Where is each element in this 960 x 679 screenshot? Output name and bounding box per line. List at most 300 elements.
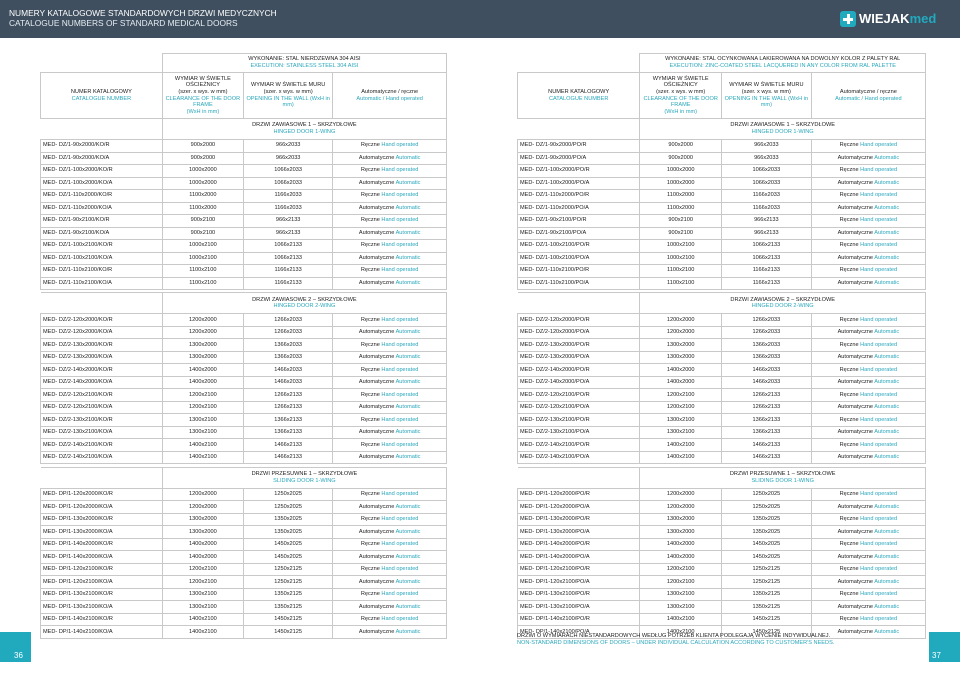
wall-opening: 1066x2133 bbox=[721, 252, 811, 265]
operation-pl: Automatyczne bbox=[837, 229, 874, 236]
frame-clearance: 1100x2000 bbox=[162, 202, 243, 215]
catalog-number: MED- DZ/1-100x2100/KO/A bbox=[41, 252, 163, 265]
table-row bbox=[518, 215, 926, 228]
wall-opening: 1066x2133 bbox=[243, 252, 332, 265]
wall-opening: 1066x2033 bbox=[243, 165, 332, 178]
operation-pl: Automatyczne bbox=[837, 628, 874, 635]
operation-en: Automatic bbox=[874, 379, 900, 386]
catalog-number: MED- DZ/1-110x2000/PO/A bbox=[518, 202, 640, 215]
operation-en: Automatic bbox=[395, 503, 421, 510]
catalog-number: MED- DZ/2-140x2000/PO/R bbox=[518, 364, 640, 377]
column-header-text: NUMER KATALOGOWY bbox=[548, 88, 610, 95]
wall-opening: 1366x2033 bbox=[243, 339, 332, 352]
operation-type bbox=[811, 501, 925, 514]
catalog-number: MED- DZ/1-110x2100/KO/A bbox=[41, 277, 163, 290]
operation-en: Hand operated bbox=[381, 616, 419, 623]
frame-clearance: 1300x2000 bbox=[640, 526, 722, 539]
operation-en: Hand operated bbox=[860, 167, 898, 174]
catalog-number: MED- DP/1-140x2000/PO/R bbox=[518, 538, 640, 551]
section-title bbox=[640, 293, 926, 314]
operation-en: Automatic bbox=[874, 628, 900, 635]
operation-pl: Automatyczne bbox=[358, 429, 395, 436]
catalog-number: MED- DZ/1-110x2000/KO/R bbox=[41, 190, 163, 203]
catalog-number: MED- DP/1-130x2000/PO/A bbox=[518, 526, 640, 539]
operation-type bbox=[811, 414, 925, 427]
catalog-number: MED- DZ/2-140x2000/KO/A bbox=[41, 376, 163, 389]
column-header-text: Automatic / Hand operated bbox=[356, 95, 423, 102]
table-row bbox=[41, 339, 447, 352]
operation-type bbox=[333, 588, 447, 601]
column-header-text: (WxH in mm) bbox=[186, 108, 220, 115]
catalog-number: MED- DP/1-130x2100/PO/R bbox=[518, 588, 640, 601]
wall-opening: 1450x2025 bbox=[721, 538, 811, 551]
table-row bbox=[41, 389, 447, 402]
table-row bbox=[518, 252, 926, 265]
operation-header bbox=[333, 73, 447, 119]
operation-en: Automatic bbox=[395, 578, 421, 585]
catalog-number: MED- DP/1-140x2100/PO/R bbox=[518, 613, 640, 626]
catalog-number: MED- DZ/1-100x2000/KO/R bbox=[41, 165, 163, 178]
frame-clearance: 1300x2100 bbox=[162, 414, 243, 427]
column-header-row bbox=[41, 73, 447, 119]
table-row bbox=[41, 376, 447, 389]
wall-opening: 1266x2033 bbox=[721, 326, 811, 339]
operation-en: Hand operated bbox=[860, 541, 898, 548]
table-row bbox=[518, 576, 926, 589]
column-header-text: (szer. x wys. w mm) bbox=[656, 88, 706, 95]
wall-opening: 1450x2025 bbox=[243, 551, 332, 564]
operation-en: Hand operated bbox=[381, 591, 419, 598]
operation-en: Hand operated bbox=[381, 316, 419, 323]
table-row bbox=[41, 414, 447, 427]
column-header-text: (szer. x wys. w mm) bbox=[741, 88, 791, 95]
section-title bbox=[640, 119, 926, 140]
table-row bbox=[41, 588, 447, 601]
section-title-en: HINGED DOOR 2-WING bbox=[273, 303, 336, 310]
wall-opening: 1066x2033 bbox=[721, 177, 811, 190]
section-title-pl: DRZWI ZAWIASOWE 1 – SKRZYDŁOWE bbox=[252, 122, 357, 129]
operation-type bbox=[811, 613, 925, 626]
operation-type bbox=[333, 488, 447, 501]
operation-en: Hand operated bbox=[381, 267, 419, 274]
operation-en: Automatic bbox=[395, 254, 421, 261]
operation-en: Automatic bbox=[395, 354, 421, 361]
operation-type bbox=[333, 451, 447, 464]
frame-clearance: 1400x2100 bbox=[640, 451, 722, 464]
table-row bbox=[41, 513, 447, 526]
table-row bbox=[518, 376, 926, 389]
column-header-text: OPENING IN THE WALL (WxH in mm) bbox=[724, 95, 809, 109]
operation-type bbox=[333, 326, 447, 339]
operation-en: Automatic bbox=[874, 578, 900, 585]
operation-pl: Automatyczne bbox=[837, 578, 874, 585]
table-row bbox=[41, 451, 447, 464]
wall-opening: 1250x2125 bbox=[721, 576, 811, 589]
operation-en: Automatic bbox=[395, 429, 421, 436]
catalog-number: MED- DP/1-130x2100/KO/A bbox=[41, 601, 163, 614]
operation-type bbox=[333, 563, 447, 576]
operation-type bbox=[333, 177, 447, 190]
wall-opening: 1266x2133 bbox=[243, 389, 332, 402]
table-row bbox=[518, 314, 926, 327]
catalog-number: MED- DZ/2-120x2100/KO/R bbox=[41, 389, 163, 402]
operation-pl: Ręczne bbox=[360, 516, 380, 523]
table-row bbox=[518, 190, 926, 203]
table-row bbox=[518, 326, 926, 339]
medical-cross-icon bbox=[840, 11, 856, 27]
wall-opening: 1350x2125 bbox=[721, 588, 811, 601]
operation-pl: Ręczne bbox=[839, 616, 859, 623]
operation-type bbox=[811, 364, 925, 377]
operation-type bbox=[811, 339, 925, 352]
wall-opening: 1366x2033 bbox=[721, 351, 811, 364]
operation-type bbox=[333, 190, 447, 203]
operation-en: Hand operated bbox=[381, 391, 419, 398]
frame-clearance: 1200x2000 bbox=[162, 501, 243, 514]
frame-clearance: 1300x2100 bbox=[162, 588, 243, 601]
catalog-number: MED- DZ/2-120x2000/KO/R bbox=[41, 314, 163, 327]
frame-clearance: 1000x2100 bbox=[162, 240, 243, 253]
table-row bbox=[41, 165, 447, 178]
table-row bbox=[41, 526, 447, 539]
section-title-en: SLIDING DOOR 1-WING bbox=[751, 477, 814, 484]
operation-en: Hand operated bbox=[381, 142, 419, 149]
operation-pl: Ręczne bbox=[360, 142, 380, 149]
operation-en: Hand operated bbox=[381, 491, 419, 498]
table-row bbox=[518, 364, 926, 377]
page-header: NUMERY KATALOGOWE STANDARDOWYCH DRZWI MEDYCZNYCH CATALOGUE NUMBERS OF STANDARD MEDICAL DOORS WIEJAKmed bbox=[0, 0, 960, 38]
frame-clearance: 1400x2100 bbox=[162, 439, 243, 452]
operation-type bbox=[333, 401, 447, 414]
operation-pl: Automatyczne bbox=[837, 503, 874, 510]
operation-type bbox=[811, 563, 925, 576]
operation-en: Automatic bbox=[874, 404, 900, 411]
operation-type bbox=[811, 538, 925, 551]
catalog-number: MED- DP/1-140x2100/KO/R bbox=[41, 613, 163, 626]
column-header-text: Automatic / Hand operated bbox=[835, 95, 902, 102]
execution-en: EXECUTION: ZINC-COATED STEEL LACQUERED IN ANY COLOR FROM RAL PALETTE bbox=[669, 63, 896, 69]
wall-opening: 1250x2025 bbox=[721, 501, 811, 514]
operation-type bbox=[811, 551, 925, 564]
operation-pl: Automatyczne bbox=[837, 429, 874, 436]
catalog-number: MED- DZ/1-100x2100/PO/A bbox=[518, 252, 640, 265]
catalog-number: MED- DZ/1-110x2000/KO/A bbox=[41, 202, 163, 215]
operation-type bbox=[333, 538, 447, 551]
operation-en: Automatic bbox=[874, 154, 900, 161]
frame-clearance: 1200x2000 bbox=[162, 326, 243, 339]
frame-clearance: 1300x2100 bbox=[640, 414, 722, 427]
frame-clearance: 900x2000 bbox=[162, 140, 243, 153]
table-row bbox=[518, 563, 926, 576]
operation-type bbox=[333, 240, 447, 253]
section-header bbox=[41, 293, 447, 314]
frame-clearance: 1400x2000 bbox=[640, 376, 722, 389]
catalog-number: MED- DZ/2-140x2000/KO/R bbox=[41, 364, 163, 377]
operation-type bbox=[811, 488, 925, 501]
operation-type bbox=[333, 252, 447, 265]
operation-type bbox=[333, 414, 447, 427]
operation-pl: Automatyczne bbox=[837, 254, 874, 261]
page-title: NUMERY KATALOGOWE STANDARDOWYCH DRZWI MEDYCZNYCH bbox=[9, 8, 277, 18]
frame-clearance: 1000x2100 bbox=[640, 240, 722, 253]
operation-en: Hand operated bbox=[860, 366, 898, 373]
frame-clearance: 1000x2000 bbox=[162, 165, 243, 178]
operation-pl: Automatyczne bbox=[358, 329, 395, 336]
operation-en: Automatic bbox=[395, 553, 421, 560]
table-row bbox=[41, 501, 447, 514]
column-header-text: CLEARANCE OF THE DOOR FRAME bbox=[165, 95, 241, 109]
table-row bbox=[41, 227, 447, 240]
operation-pl: Automatyczne bbox=[837, 454, 874, 461]
operation-pl: Ręczne bbox=[839, 242, 859, 249]
wall-opening: 1166x2133 bbox=[243, 265, 332, 278]
operation-pl: Ręczne bbox=[839, 416, 859, 423]
table-row bbox=[518, 613, 926, 626]
operation-pl: Automatyczne bbox=[358, 578, 395, 585]
operation-pl: Automatyczne bbox=[358, 553, 395, 560]
frame-clearance: 1000x2100 bbox=[640, 252, 722, 265]
catalog-number-header bbox=[41, 73, 163, 119]
frame-clearance: 1100x2000 bbox=[162, 190, 243, 203]
frame-clearance-header bbox=[162, 73, 243, 119]
operation-pl: Ręczne bbox=[839, 516, 859, 523]
operation-pl: Ręczne bbox=[839, 366, 859, 373]
table-row bbox=[518, 227, 926, 240]
operation-en: Hand operated bbox=[381, 341, 419, 348]
operation-pl: Ręczne bbox=[360, 416, 380, 423]
column-header-text: WYMIAR W ŚWIETLE OŚCIEŻNICY bbox=[652, 75, 709, 89]
operation-type bbox=[811, 165, 925, 178]
frame-clearance: 1200x2100 bbox=[162, 563, 243, 576]
catalog-number: MED- DZ/1-100x2000/PO/R bbox=[518, 165, 640, 178]
table-row bbox=[41, 364, 447, 377]
column-header-text: WYMIAR W ŚWIETLE OŚCIEŻNICY bbox=[174, 75, 231, 89]
page-number-right: 37 bbox=[929, 632, 960, 662]
operation-type bbox=[333, 339, 447, 352]
section-title-pl: DRZWI ZAWIASOWE 2 – SKRZYDŁOWE bbox=[730, 296, 835, 303]
operation-en: Hand operated bbox=[381, 441, 419, 448]
execution-pl: WYKONANIE: STAL NIERDZEWNA 304 AISI bbox=[248, 56, 361, 63]
operation-en: Hand operated bbox=[860, 192, 898, 199]
frame-clearance: 900x2000 bbox=[640, 152, 722, 165]
table-row bbox=[518, 140, 926, 153]
frame-clearance: 1300x2100 bbox=[640, 588, 722, 601]
column-header-text: CLEARANCE OF THE DOOR FRAME bbox=[643, 95, 718, 109]
operation-pl: Ręczne bbox=[360, 267, 380, 274]
operation-pl: Automatyczne bbox=[837, 279, 874, 286]
wall-opening: 1350x2025 bbox=[721, 513, 811, 526]
catalog-number: MED- DZ/2-120x2000/PO/A bbox=[518, 326, 640, 339]
operation-en: Automatic bbox=[874, 528, 900, 535]
operation-pl: Ręczne bbox=[360, 441, 380, 448]
frame-clearance: 1100x2100 bbox=[640, 265, 722, 278]
section-title bbox=[162, 293, 446, 314]
non-standard-note bbox=[517, 633, 917, 647]
table-row bbox=[41, 351, 447, 364]
operation-en: Automatic bbox=[395, 179, 421, 186]
column-header-text: WYMIAR W ŚWIETLE MURU bbox=[251, 82, 326, 89]
operation-pl: Ręczne bbox=[360, 616, 380, 623]
table-row bbox=[518, 202, 926, 215]
catalog-number: MED- DP/1-120x2100/PO/R bbox=[518, 563, 640, 576]
section-title bbox=[640, 467, 926, 488]
wall-opening: 1250x2025 bbox=[721, 488, 811, 501]
frame-clearance: 1400x2000 bbox=[162, 538, 243, 551]
wall-opening: 1366x2133 bbox=[243, 414, 332, 427]
operation-pl: Ręczne bbox=[360, 491, 380, 498]
operation-type bbox=[811, 426, 925, 439]
frame-clearance: 1300x2000 bbox=[640, 513, 722, 526]
section-header bbox=[41, 119, 447, 140]
catalog-number: MED- DP/1-120x2100/KO/R bbox=[41, 563, 163, 576]
frame-clearance: 1300x2000 bbox=[162, 339, 243, 352]
frame-clearance: 1200x2000 bbox=[162, 488, 243, 501]
operation-en: Hand operated bbox=[860, 316, 898, 323]
operation-en: Hand operated bbox=[381, 416, 419, 423]
catalog-number: MED- DZ/2-120x2000/PO/R bbox=[518, 314, 640, 327]
operation-type bbox=[333, 613, 447, 626]
wall-opening: 1350x2125 bbox=[721, 601, 811, 614]
frame-clearance: 1100x2000 bbox=[640, 202, 722, 215]
operation-en: Hand operated bbox=[860, 491, 898, 498]
operation-pl: Ręczne bbox=[839, 267, 859, 274]
operation-pl: Automatyczne bbox=[358, 503, 395, 510]
operation-pl: Automatyczne bbox=[837, 354, 874, 361]
section-header bbox=[518, 119, 926, 140]
frame-clearance: 900x2000 bbox=[640, 140, 722, 153]
operation-pl: Ręczne bbox=[360, 242, 380, 249]
wall-opening: 1366x2033 bbox=[243, 351, 332, 364]
catalog-number: MED- DZ/1-110x2100/PO/R bbox=[518, 265, 640, 278]
operation-pl: Ręczne bbox=[839, 192, 859, 199]
operation-type bbox=[333, 526, 447, 539]
wall-opening: 966x2033 bbox=[243, 152, 332, 165]
operation-en: Hand operated bbox=[381, 541, 419, 548]
frame-clearance: 1200x2000 bbox=[640, 326, 722, 339]
table-row bbox=[518, 538, 926, 551]
operation-pl: Automatyczne bbox=[837, 553, 874, 560]
operation-en: Hand operated bbox=[381, 366, 419, 373]
table-row bbox=[41, 439, 447, 452]
operation-type bbox=[811, 190, 925, 203]
wall-opening: 1466x2133 bbox=[721, 439, 811, 452]
catalog-number: MED- DZ/2-130x2100/PO/R bbox=[518, 414, 640, 427]
wall-opening: 1166x2133 bbox=[721, 277, 811, 290]
frame-clearance: 1000x2000 bbox=[162, 177, 243, 190]
operation-type bbox=[811, 351, 925, 364]
operation-type bbox=[811, 177, 925, 190]
table-row bbox=[518, 488, 926, 501]
operation-pl: Ręczne bbox=[360, 192, 380, 199]
frame-clearance: 1100x2100 bbox=[162, 277, 243, 290]
operation-pl: Automatyczne bbox=[358, 154, 395, 161]
operation-pl: Automatyczne bbox=[358, 628, 395, 635]
catalog-number: MED- DZ/1-100x2000/KO/A bbox=[41, 177, 163, 190]
wall-opening: 1266x2133 bbox=[243, 401, 332, 414]
catalog-number: MED- DP/1-120x2000/PO/A bbox=[518, 501, 640, 514]
wall-opening: 1366x2033 bbox=[721, 339, 811, 352]
operation-en: Automatic bbox=[395, 454, 421, 461]
wall-opening: 966x2133 bbox=[721, 215, 811, 228]
operation-pl: Ręczne bbox=[360, 366, 380, 373]
catalog-number: MED- DZ/2-130x2100/KO/R bbox=[41, 414, 163, 427]
frame-clearance: 900x2100 bbox=[162, 215, 243, 228]
table-row bbox=[518, 177, 926, 190]
wall-opening: 1366x2133 bbox=[721, 426, 811, 439]
operation-pl: Automatyczne bbox=[837, 329, 874, 336]
frame-clearance: 1100x2100 bbox=[640, 277, 722, 290]
page-subtitle: CATALOGUE NUMBERS OF STANDARD MEDICAL DOORS bbox=[9, 18, 238, 28]
frame-clearance: 1400x2100 bbox=[162, 451, 243, 464]
operation-type bbox=[811, 326, 925, 339]
operation-en: Automatic bbox=[874, 279, 900, 286]
operation-en: Hand operated bbox=[381, 242, 419, 249]
section-title-pl: DRZWI PRZESUWNE 1 – SKRZYDŁOWE bbox=[729, 471, 836, 477]
wall-opening: 1250x2025 bbox=[243, 501, 332, 514]
execution-header bbox=[162, 54, 446, 73]
table-row bbox=[518, 265, 926, 278]
operation-pl: Automatyczne bbox=[358, 254, 395, 261]
table-row bbox=[41, 177, 447, 190]
operation-pl: Automatyczne bbox=[358, 603, 395, 610]
catalog-number: MED- DP/1-130x2100/PO/A bbox=[518, 601, 640, 614]
operation-en: Automatic bbox=[395, 154, 421, 161]
operation-pl: Ręczne bbox=[839, 316, 859, 323]
operation-en: Hand operated bbox=[860, 441, 898, 448]
catalog-number: MED- DZ/1-90x2100/PO/A bbox=[518, 227, 640, 240]
frame-clearance: 1100x2100 bbox=[162, 265, 243, 278]
frame-clearance: 1300x2100 bbox=[640, 426, 722, 439]
operation-en: Automatic bbox=[874, 254, 900, 261]
catalog-number: MED- DZ/2-140x2100/KO/A bbox=[41, 451, 163, 464]
catalog-number: MED- DP/1-140x2000/KO/A bbox=[41, 551, 163, 564]
table-row bbox=[518, 165, 926, 178]
frame-clearance: 1400x2000 bbox=[640, 538, 722, 551]
catalog-number: MED- DP/1-120x2100/PO/A bbox=[518, 576, 640, 589]
operation-type bbox=[333, 513, 447, 526]
operation-type bbox=[333, 364, 447, 377]
operation-type bbox=[333, 551, 447, 564]
wall-opening: 1466x2033 bbox=[243, 376, 332, 389]
operation-pl: Automatyczne bbox=[358, 454, 395, 461]
operation-pl: Automatyczne bbox=[837, 379, 874, 386]
catalog-number: MED- DZ/1-100x2100/KO/R bbox=[41, 240, 163, 253]
operation-type bbox=[811, 265, 925, 278]
table-row bbox=[518, 451, 926, 464]
wall-opening: 1350x2125 bbox=[243, 588, 332, 601]
operation-pl: Ręczne bbox=[839, 566, 859, 573]
operation-pl: Ręczne bbox=[839, 491, 859, 498]
operation-pl: Automatyczne bbox=[358, 204, 395, 211]
catalog-number: MED- DZ/2-120x2100/KO/A bbox=[41, 401, 163, 414]
operation-pl: Ręczne bbox=[839, 441, 859, 448]
catalog-number: MED- DZ/2-120x2000/KO/A bbox=[41, 326, 163, 339]
operation-type bbox=[811, 252, 925, 265]
frame-clearance: 1000x2100 bbox=[162, 252, 243, 265]
frame-clearance: 1400x2100 bbox=[162, 613, 243, 626]
operation-type bbox=[811, 240, 925, 253]
operation-type bbox=[333, 215, 447, 228]
table-row bbox=[518, 513, 926, 526]
wall-opening: 1366x2133 bbox=[243, 426, 332, 439]
section-title-en: HINGED DOOR 1-WING bbox=[751, 129, 814, 135]
operation-pl: Automatyczne bbox=[358, 229, 395, 236]
operation-en: Automatic bbox=[395, 404, 421, 411]
operation-type bbox=[333, 165, 447, 178]
wall-opening: 1366x2133 bbox=[721, 414, 811, 427]
operation-header bbox=[811, 73, 925, 119]
wall-opening: 1066x2033 bbox=[243, 177, 332, 190]
